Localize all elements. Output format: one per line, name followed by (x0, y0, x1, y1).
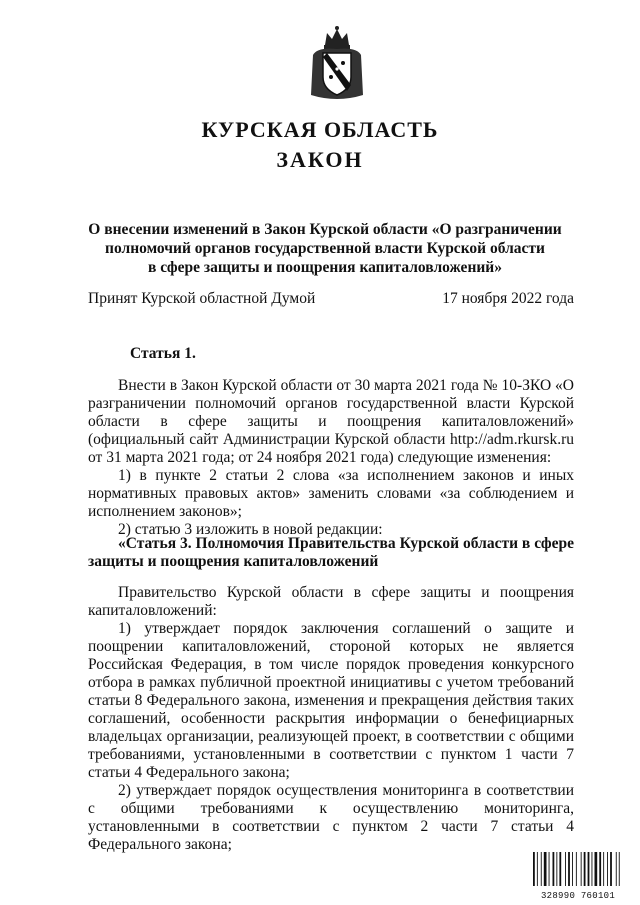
coat-of-arms-icon (307, 25, 367, 105)
article-1-body (88, 377, 574, 539)
article-3-item: 2) утверждает порядок осуществления мониторинга в соответствии с общими требованиями к осуществлению мониторинга, установленными в соответствии с пунктом 2 части 7 статьи 4 Федерального закона; (88, 782, 574, 853)
document-type-title: ЗАКОН (276, 147, 364, 172)
article-3-intro: Правительство Курской области в сфере защиты и поощрения капиталовложений: (88, 584, 574, 619)
barcode-bar (607, 852, 608, 886)
barcode-bar (568, 852, 570, 886)
barcode-bar (603, 852, 604, 886)
subject-line: в сфере защиты и поощрения капиталовложений» (148, 259, 502, 276)
barcode-bar (544, 852, 547, 886)
adoption-line (88, 290, 574, 308)
barcode-bar (556, 852, 557, 886)
article-3-heading: «Статья 3. Полномочия Правительства Курской области в сфере защиты и поощрения капиталовложений (88, 535, 574, 570)
barcode-bar (533, 852, 535, 886)
barcode-bar (616, 852, 617, 886)
article-1-item: 2) статью 3 изложить в новой редакции: (118, 521, 383, 538)
adoption-date: 17 ноября 2022 года (442, 290, 574, 307)
barcode-bar (553, 852, 555, 886)
barcode-bar (549, 852, 550, 886)
adopted-by: Принят Курской областной Думой (88, 290, 316, 307)
barcode-bar (588, 852, 590, 886)
barcode-bar (572, 852, 573, 886)
barcode-bar (581, 852, 582, 886)
barcode-bar (537, 852, 538, 886)
region-title: КУРСКАЯ ОБЛАСТЬ (201, 117, 439, 142)
law-subject (60, 220, 590, 277)
barcode-bar (565, 852, 566, 886)
barcode-bars (532, 852, 624, 886)
barcode-bar (595, 852, 598, 886)
subject-line: полномочий органов государственной власти Курской области (105, 240, 545, 257)
article-1-heading: Статья 1. (130, 345, 196, 362)
article-1-item: 1) в пункте 2 статьи 2 слова «за исполнением законов и иных нормативных правовых актов» заменить словами «за соблюдением и исполнением законов»; (88, 467, 574, 520)
barcode-bar (559, 852, 561, 886)
article-3-body (88, 584, 574, 854)
article-3-item: 1) утверждает порядок заключения соглашений о защите и поощрении капиталовложений, стороной которых не является Российская Федерация, в том числе порядок проведения конкурсного отбора в рамках публичной проектной инициативы с учетом требований статьи 8 Федерального закона, изменения и прекращения действия таких соглашений, особенности раскрытия информации о бенефициарных владельцах организации, реализующей проект, в соответствии с общими требованиями, установленными в соответствии с пунктом 1 части 7 статьи 4 Федерального закона; (88, 620, 574, 781)
barcode-number: 328990 760101 (540, 891, 616, 901)
barcode-bar (610, 852, 612, 886)
barcode-bar (576, 852, 577, 886)
barcode-bar (599, 852, 601, 886)
subject-line: О внесении изменений в Закон Курской области «О разграничении (88, 221, 562, 238)
barcode (532, 852, 624, 901)
article-1-intro: Внести в Закон Курской области от 30 марта 2021 года № 10-ЗКО «О разграничении полномочий органов государственной власти Курской области в сфере защиты и поощрения капиталовложений» (официальный сайт Администрации Курской области http://adm.rkursk.ru от 31 марта 2021 года; от 24 ноября 2021 года) следующие изменения: (88, 377, 574, 466)
barcode-bar (619, 852, 620, 886)
barcode-bar (541, 852, 542, 886)
barcode-bar (592, 852, 593, 886)
barcode-bar (584, 852, 586, 886)
